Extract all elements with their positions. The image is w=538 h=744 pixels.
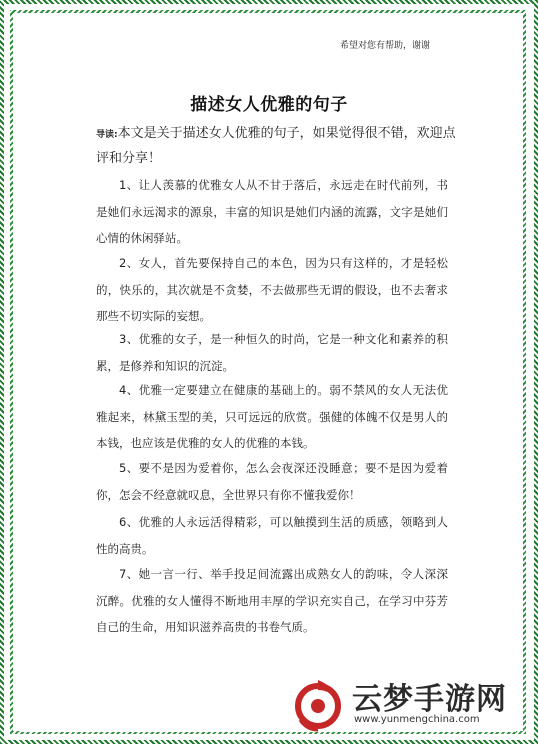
watermark bbox=[290, 670, 538, 740]
paragraph-1: 1、让人羡慕的优雅女人从不甘于落后，永远走在时代前列，书是她们永远渴求的源泉，丰富的知识是她们内涵的流露，文字是她们心情的休闲驿站。 bbox=[96, 178, 448, 245]
intro-text: 本文是关于描述女人优雅的句子，如果觉得很不错，欢迎点评和分享！ bbox=[96, 126, 456, 166]
paragraph-3: 3、优雅的女子，是一种恒久的时尚，它是一种文化和素养的积累，是修养和知识的沉淀。 bbox=[96, 332, 448, 373]
paragraph-2: 2、女人，首先要保持自己的本色，因为只有这样的，才是轻松的，快乐的，其次就是不贪婪，不去做那些无谓的假设，也不去奢求那些不切实际的妄想。 bbox=[96, 256, 448, 323]
watermark-logo-icon bbox=[290, 676, 346, 732]
intro-lead: 导读: bbox=[96, 130, 118, 140]
header-note: 希望对您有帮助，谢谢 bbox=[339, 41, 430, 51]
document-title: 描述女人优雅的句子 bbox=[190, 95, 348, 115]
paragraph-7: 7、她一言一行、举手投足间流露出成熟女人的韵味，令人深深沉醉。优雅的女人懂得不断地用丰厚的学识充实自己，在学习中芬芳自己的生命，用知识滋养高贵的书卷气质。 bbox=[96, 567, 448, 634]
watermark-url: www.yunmengchina.com bbox=[354, 714, 480, 725]
intro-block bbox=[96, 122, 456, 171]
paragraph-4: 4、优雅一定要建立在健康的基础上的。弱不禁风的女人无法优雅起来，林黛玉型的美，只可远远的欣赏。强健的体魄不仅是男人的本钱，也应该是优雅的女人的优雅的本钱。 bbox=[96, 383, 448, 450]
watermark-text: 云梦手游网 bbox=[352, 682, 507, 717]
paragraph-6: 6、优雅的人永远活得精彩，可以触摸到生活的质感，领略到人性的高贵。 bbox=[96, 515, 448, 556]
paragraph-5: 5、要不是因为爱着你，怎么会夜深还没睡意；要不是因为爱着你，怎会不经意就叹息，全世界只有你不懂我爱你！ bbox=[96, 461, 448, 502]
